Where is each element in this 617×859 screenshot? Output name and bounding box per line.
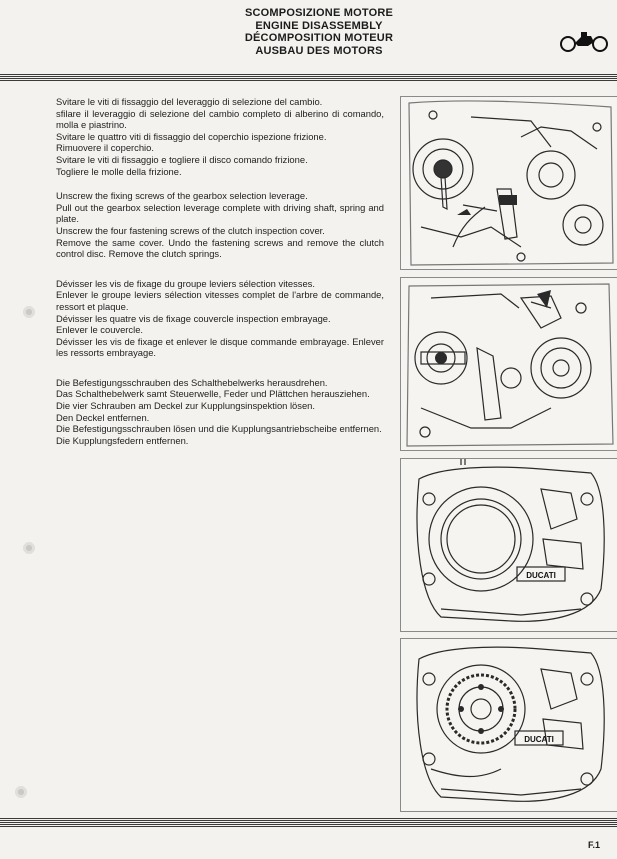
section-german — [56, 377, 384, 447]
header-rule — [0, 74, 617, 81]
instruction-text — [56, 96, 384, 459]
engine-logo: DUCATI — [524, 735, 554, 744]
text-line: Enlever le groupe leviers sélection vitesses complet de l'arbre de commande, ressort et plaque. — [56, 289, 384, 312]
title-french: DÉCOMPOSITION MOTEUR — [244, 32, 394, 44]
footer-rule — [0, 818, 617, 827]
title-english: ENGINE DISASSEMBLY — [255, 19, 383, 32]
figure-clutch-cover-removal — [400, 277, 617, 451]
text-line: Unscrew the four fastening screws of the clutch inspection cover. — [56, 224, 325, 236]
figure-engine-case-cover — [400, 458, 617, 632]
figure-gear-selector-removal — [400, 96, 617, 270]
text-line: Enlever le couvercle. — [56, 324, 144, 336]
text-line: sfilare il leveraggio di selezione del cambio completo di alberino di comando, molla e piastrino. — [56, 107, 384, 131]
figure-exposed-clutch — [400, 638, 617, 812]
motorcycle-engine-icon — [558, 30, 610, 54]
page-number: F.1 — [588, 840, 601, 850]
title-italian: SCOMPOSIZIONE MOTORE — [244, 7, 394, 19]
text-line: Svitare le quattro viti di fissaggio del coperchio ispezione frizione. — [56, 130, 327, 142]
text-line: Pull out the gearbox selection leverage complete with driving shaft, spring and plate. — [56, 201, 384, 225]
engine-logo: DUCATI — [526, 571, 556, 580]
text-line: Togliere le molle della frizione. — [56, 165, 182, 177]
binder-hole — [22, 305, 36, 319]
text-line: Dévisser les quatre vis de fixage couvercle inspection embrayage. — [56, 312, 331, 324]
text-line: Unscrew the fixing screws of the gearbox selection leverage. — [56, 190, 308, 202]
title-german: AUSBAU DES MOTORS — [255, 44, 383, 57]
text-line: Die Befestigungsschrauben lösen und die Kupplungsantriebscheibe entfernen. — [56, 423, 382, 435]
text-line: Svitare le viti di fissaggio del leveraggio di selezione del cambio. — [56, 96, 323, 107]
section-italian — [56, 96, 384, 177]
text-line: Svitare le viti di fissaggio e togliere il disco comando frizione. — [56, 153, 308, 165]
text-line: Die Kupplungsfedern entfernen. — [56, 434, 189, 446]
section-english — [56, 190, 384, 260]
text-line: Remove the same cover. Undo the fastening screws and remove the clutch control disc. Remove the clutch springs. — [56, 236, 384, 260]
text-line: Dévisser les vis de fixage du groupe leviers sélection vitesses. — [56, 277, 315, 289]
text-line: Dévisser les vis de fixage et enlever le disque commande embrayage. Enlever les ressorts embrayage. — [56, 335, 384, 359]
binder-hole — [22, 541, 36, 555]
text-line: Rimuovere il coperchio. — [56, 142, 154, 154]
section-french — [56, 278, 384, 359]
page-header — [180, 7, 458, 57]
binder-hole — [14, 785, 28, 799]
text-line: Das Schalthebelwerk samt Steuerwelle, Feder und Plättchen herausziehen. — [56, 388, 370, 400]
text-line: Die Befestigungsschrauben des Schalthebelwerks herausdrehen. — [56, 376, 328, 388]
text-line: Den Deckel entfernen. — [56, 411, 150, 423]
text-line: Die vier Schrauben am Deckel zur Kupplungsinspektion lösen. — [56, 400, 315, 412]
